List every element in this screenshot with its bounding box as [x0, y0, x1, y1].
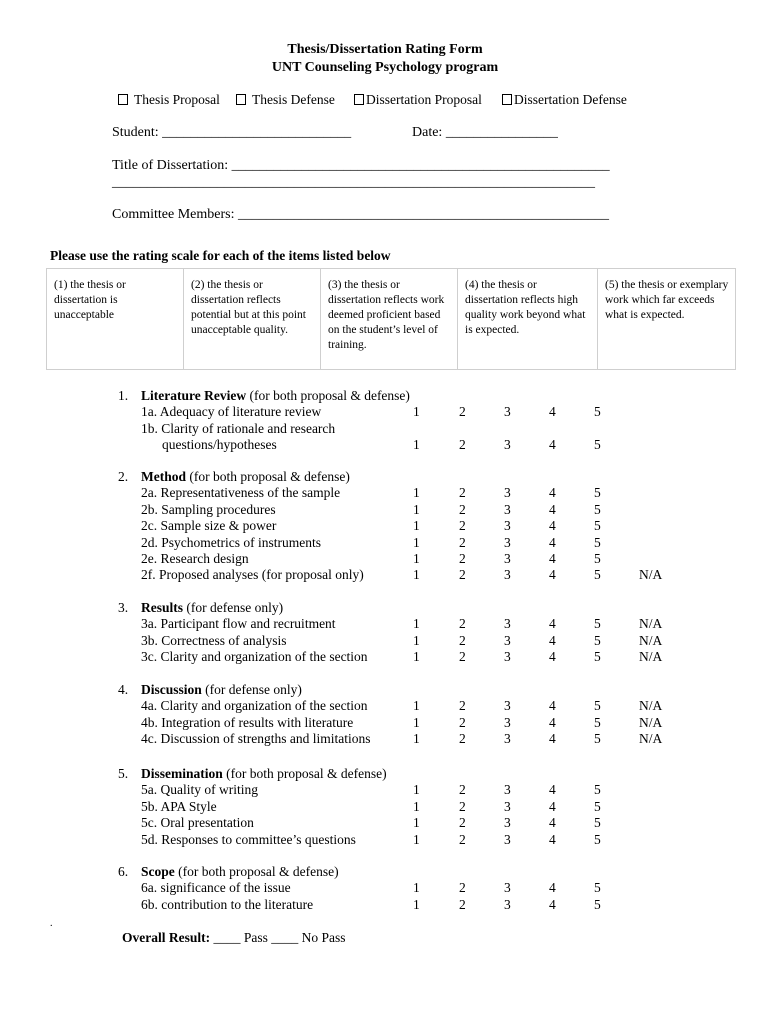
- rating-option-2[interactable]: 2: [459, 714, 466, 730]
- overall-result: [122, 930, 346, 946]
- rating-option-4[interactable]: 4: [549, 731, 556, 747]
- rating-option-na[interactable]: N/A: [639, 698, 663, 714]
- rating-option-3[interactable]: 3: [504, 551, 511, 566]
- rating-option-1[interactable]: 1: [413, 518, 420, 534]
- item-label: 4c. Discussion of strengths and limitations: [141, 731, 371, 747]
- rating-option-4[interactable]: 4: [549, 782, 556, 798]
- rating-option-3[interactable]: 3: [504, 731, 511, 747]
- rating-option-2[interactable]: 2: [459, 485, 466, 501]
- rating-option-5[interactable]: 5: [594, 534, 601, 550]
- rating-option-5[interactable]: 5: [594, 714, 601, 730]
- rating-option-na[interactable]: N/A: [639, 632, 663, 648]
- checkbox-thesis-defense[interactable]: Thesis Defense: [236, 92, 335, 108]
- committee-members-field[interactable]: Committee Members: _____________________________________________________: [112, 207, 609, 222]
- rating-option-1[interactable]: 1: [413, 798, 420, 814]
- checkbox-dissertation-defense[interactable]: Dissertation Defense: [502, 92, 627, 108]
- dissertation-title-field-line2[interactable]: _____________________________________________________________________: [112, 175, 595, 190]
- rating-option-1[interactable]: 1: [413, 782, 420, 798]
- rating-option-1[interactable]: 1: [413, 551, 420, 566]
- rating-option-1[interactable]: 1: [413, 731, 420, 747]
- student-field[interactable]: Student: ___________________________: [112, 125, 352, 140]
- rating-option-1[interactable]: 1: [413, 485, 420, 501]
- rating-option-5[interactable]: 5: [594, 404, 601, 420]
- item-label: 1b. Clarity of rationale and research: [141, 420, 336, 436]
- rating-option-2[interactable]: 2: [459, 649, 466, 665]
- checkbox-dissertation-proposal[interactable]: Dissertation Proposal: [354, 92, 482, 108]
- rating-option-2[interactable]: 2: [459, 896, 466, 912]
- rating-option-4[interactable]: 4: [549, 649, 556, 665]
- rating-option-3[interactable]: 3: [504, 616, 511, 632]
- item-label: 1a. Adequacy of literature review: [141, 404, 322, 420]
- rating-option-na[interactable]: N/A: [639, 714, 663, 730]
- rating-option-4[interactable]: 4: [549, 501, 556, 517]
- rating-option-2[interactable]: 2: [459, 831, 466, 847]
- rating-option-4[interactable]: 4: [549, 616, 556, 632]
- rating-option-5[interactable]: 5: [594, 551, 601, 566]
- rating-option-4[interactable]: 4: [549, 798, 556, 814]
- item-label: 2a. Representativeness of the sample: [141, 485, 341, 501]
- rating-option-5[interactable]: 5: [594, 649, 601, 665]
- item-label: 6a. significance of the issue: [141, 880, 291, 896]
- rating-option-2[interactable]: 2: [459, 616, 466, 632]
- rating-instructions: Please use the rating scale for each of the items listed below: [50, 248, 391, 263]
- rating-option-5[interactable]: 5: [594, 831, 601, 847]
- rating-option-4[interactable]: 4: [549, 714, 556, 730]
- rating-option-5[interactable]: 5: [594, 501, 601, 517]
- item-label: 3a. Participant flow and recruitment: [141, 616, 336, 632]
- program-subtitle: UNT Counseling Psychology program: [271, 60, 499, 75]
- rating-option-2[interactable]: 2: [459, 518, 466, 534]
- scale-cell-1: (1) the thesis or dissertation is unacceptable: [47, 269, 184, 369]
- rating-option-4[interactable]: 4: [549, 632, 556, 648]
- form-title: Thesis/Dissertation Rating Form: [287, 42, 483, 57]
- rating-option-1[interactable]: 1: [413, 567, 420, 583]
- item-label: 3b. Correctness of analysis: [141, 632, 287, 648]
- item-label: 2f. Proposed analyses (for proposal only): [141, 567, 364, 583]
- rating-option-1[interactable]: 1: [413, 501, 420, 517]
- rating-option-5[interactable]: 5: [594, 798, 601, 814]
- section-header: 1. Literature Review (for both proposal & defense): [118, 388, 410, 403]
- scale-cell-3: (3) the thesis or dissertation reflects work deemed proficient based on the student’s level of training.: [321, 269, 458, 369]
- rating-option-4[interactable]: 4: [549, 567, 556, 583]
- rating-option-3[interactable]: 3: [504, 404, 511, 420]
- rating-option-3[interactable]: 3: [504, 896, 511, 912]
- section-header: 5. Dissemination (for both proposal & defense): [118, 766, 387, 781]
- rating-option-3[interactable]: 3: [504, 518, 511, 534]
- rating-option-2[interactable]: 2: [459, 437, 466, 453]
- scale-cell-5: (5) the thesis or exemplary work which far exceeds what is expected.: [605, 279, 729, 321]
- rating-option-2[interactable]: 2: [459, 798, 466, 814]
- rating-option-1[interactable]: 1: [413, 831, 420, 847]
- rating-option-4[interactable]: 4: [549, 551, 556, 566]
- rating-option-1[interactable]: 1: [413, 632, 420, 648]
- rating-option-5[interactable]: 5: [594, 782, 601, 798]
- rating-option-4[interactable]: 4: [549, 698, 556, 714]
- rating-option-5[interactable]: 5: [594, 632, 601, 648]
- item-label: 5d. Responses to committee’s questions: [141, 831, 356, 847]
- rating-option-5[interactable]: 5: [594, 567, 601, 583]
- rating-option-3[interactable]: 3: [504, 649, 511, 665]
- item-label: 6b. contribution to the literature: [141, 896, 314, 912]
- section-header: 4. Discussion (for defense only): [118, 682, 302, 697]
- stray-mark: .: [50, 918, 53, 929]
- rating-option-2[interactable]: 2: [459, 782, 466, 798]
- rating-option-5[interactable]: 5: [594, 518, 601, 534]
- rating-option-1[interactable]: 1: [413, 649, 420, 665]
- rating-option-2[interactable]: 2: [459, 534, 466, 550]
- rating-option-5[interactable]: 5: [594, 698, 601, 714]
- checkbox-thesis-proposal[interactable]: Thesis Proposal: [118, 92, 220, 108]
- rating-option-5[interactable]: 5: [594, 616, 601, 632]
- rating-option-3[interactable]: 3: [504, 782, 511, 798]
- rating-option-4[interactable]: 4: [549, 815, 556, 831]
- rating-option-3[interactable]: 3: [504, 698, 511, 714]
- rating-option-1[interactable]: 1: [413, 616, 420, 632]
- rating-option-1[interactable]: 1: [413, 896, 420, 912]
- rating-option-5[interactable]: 5: [594, 485, 601, 501]
- rating-option-4[interactable]: 4: [549, 880, 556, 896]
- checkbox-icon: [118, 94, 128, 105]
- dissertation-title-field[interactable]: Title of Dissertation: ______________________________________________________: [112, 158, 610, 173]
- rating-option-4[interactable]: 4: [549, 534, 556, 550]
- rating-option-3[interactable]: 3: [504, 831, 511, 847]
- overall-result-options[interactable]: ____ Pass ____ No Pass: [210, 930, 346, 945]
- item-label: 2c. Sample size & power: [141, 518, 277, 534]
- rating-option-4[interactable]: 4: [549, 896, 556, 912]
- rating-option-2[interactable]: 2: [459, 404, 466, 420]
- item-label: 5a. Quality of writing: [141, 782, 258, 798]
- rating-option-4[interactable]: 4: [549, 831, 556, 847]
- rating-option-2[interactable]: 2: [459, 632, 466, 648]
- checkbox-icon: [236, 94, 246, 105]
- rating-option-5[interactable]: 5: [594, 731, 601, 747]
- rating-option-3[interactable]: 3: [504, 880, 511, 896]
- date-field[interactable]: Date: ________________: [412, 125, 558, 140]
- item-label-continuation: questions/hypotheses: [162, 437, 277, 453]
- rating-option-2[interactable]: 2: [459, 880, 466, 896]
- rating-option-4[interactable]: 4: [549, 404, 556, 420]
- rating-option-2[interactable]: 2: [459, 567, 466, 583]
- rating-option-3[interactable]: 3: [504, 632, 511, 648]
- section-header: 6. Scope (for both proposal & defense): [118, 864, 339, 879]
- section-header: 3. Results (for defense only): [118, 600, 284, 615]
- rating-option-5[interactable]: 5: [594, 896, 601, 912]
- rating-option-5[interactable]: 5: [594, 880, 601, 896]
- rating-option-2[interactable]: 2: [459, 698, 466, 714]
- rating-option-3[interactable]: 3: [504, 815, 511, 831]
- rating-option-3[interactable]: 3: [504, 485, 511, 501]
- rating-option-3[interactable]: 3: [504, 437, 511, 453]
- rating-option-1[interactable]: 1: [413, 534, 420, 550]
- rating-option-5[interactable]: 5: [594, 815, 601, 831]
- item-label: 4b. Integration of results with literature: [141, 714, 354, 730]
- rating-option-3[interactable]: 3: [504, 714, 511, 730]
- rating-option-4[interactable]: 4: [549, 437, 556, 453]
- item-label: 2d. Psychometrics of instruments: [141, 534, 321, 550]
- rating-option-na[interactable]: N/A: [639, 567, 663, 583]
- rating-option-3[interactable]: 3: [504, 567, 511, 583]
- rating-option-1[interactable]: 1: [413, 698, 420, 714]
- rating-option-1[interactable]: 1: [413, 880, 420, 896]
- rating-scale-table: [46, 268, 736, 370]
- rating-option-2[interactable]: 2: [459, 731, 466, 747]
- rating-option-2[interactable]: 2: [459, 551, 466, 566]
- rating-option-na[interactable]: N/A: [639, 731, 663, 747]
- item-label: 3c. Clarity and organization of the section: [141, 649, 368, 665]
- rating-option-1[interactable]: 1: [413, 714, 420, 730]
- scale-cell-2: (2) the thesis or dissertation reflects potential but at this point unacceptable quality.: [184, 269, 321, 369]
- rating-option-na[interactable]: N/A: [639, 616, 663, 632]
- rating-option-3[interactable]: 3: [504, 534, 511, 550]
- item-label: 4a. Clarity and organization of the section: [141, 698, 368, 714]
- rating-option-5[interactable]: 5: [594, 437, 601, 453]
- checkbox-icon: [354, 94, 364, 105]
- rating-option-na[interactable]: N/A: [639, 649, 663, 665]
- overall-result-label: Overall Result:: [122, 930, 211, 945]
- scale-cell-4: (4) the thesis or dissertation reflects high quality work beyond what is expected.: [458, 269, 598, 369]
- item-label: 2b. Sampling procedures: [141, 501, 276, 517]
- rating-option-3[interactable]: 3: [504, 798, 511, 814]
- rating-option-2[interactable]: 2: [459, 501, 466, 517]
- rating-option-1[interactable]: 1: [413, 815, 420, 831]
- item-label: 2e. Research design: [141, 551, 249, 566]
- rating-option-4[interactable]: 4: [549, 485, 556, 501]
- rating-option-1[interactable]: 1: [413, 437, 420, 453]
- item-label: 5b. APA Style: [141, 798, 217, 814]
- checkbox-icon: [502, 94, 512, 105]
- rating-option-3[interactable]: 3: [504, 501, 511, 517]
- rating-option-4[interactable]: 4: [549, 518, 556, 534]
- rating-option-2[interactable]: 2: [459, 815, 466, 831]
- rating-option-1[interactable]: 1: [413, 404, 420, 420]
- section-header: 2. Method (for both proposal & defense): [118, 469, 350, 484]
- item-label: 5c. Oral presentation: [141, 815, 254, 831]
